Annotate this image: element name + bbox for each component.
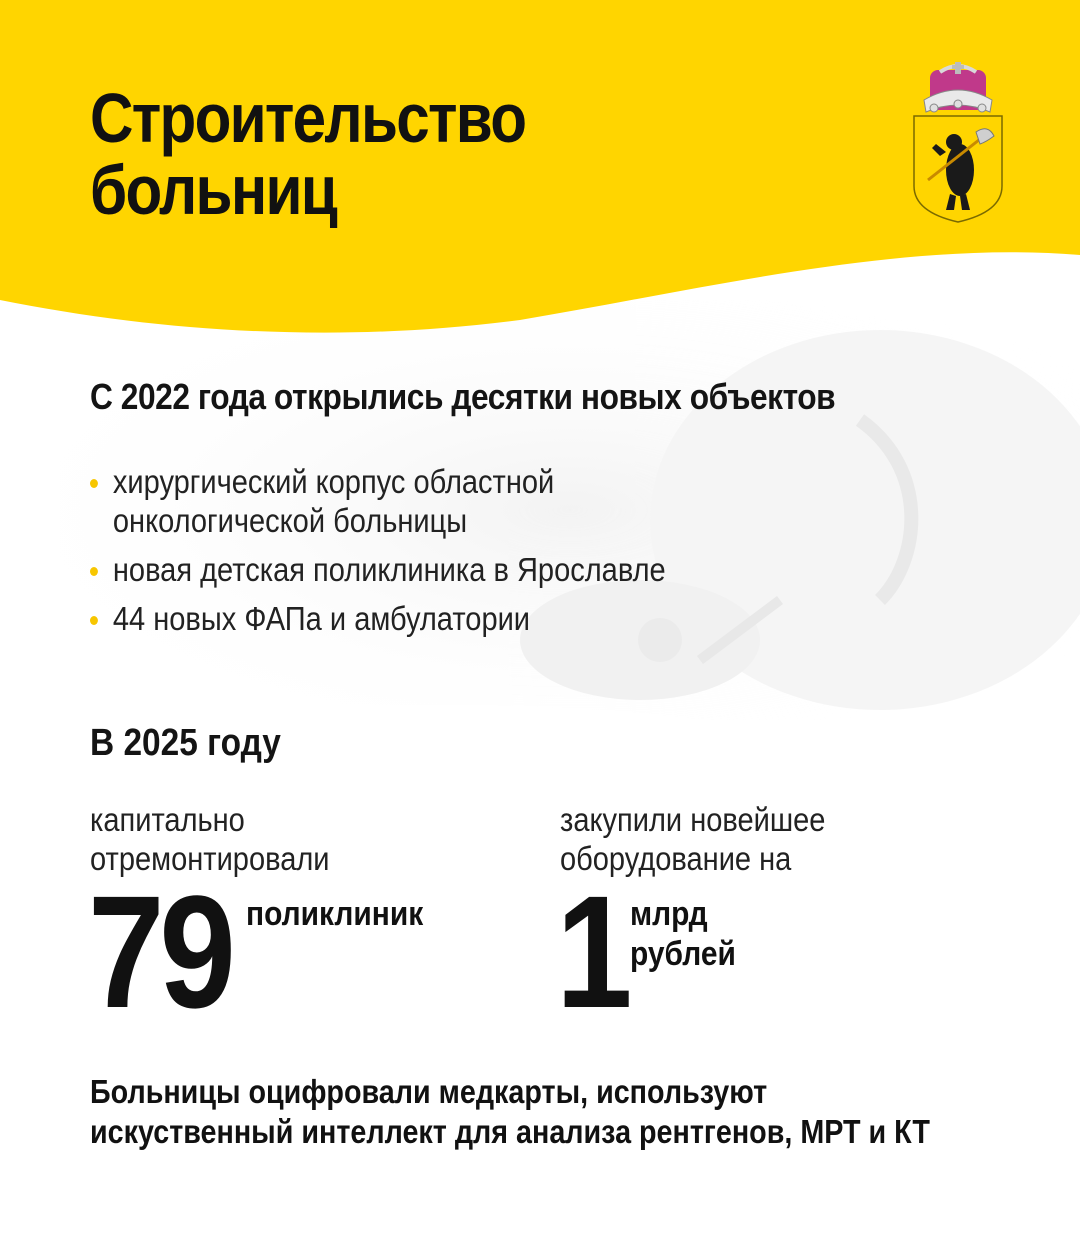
- stat-right-caption-line-1: закупили новейшее: [560, 801, 826, 838]
- stat-right-number: 1: [556, 862, 628, 1041]
- list-item: [90, 462, 666, 540]
- list-item-line: новая детская поликлиника в Ярославле: [112, 551, 666, 588]
- stat-left-unit: [246, 894, 423, 934]
- stat-right-unit-line-1: млрд: [630, 895, 708, 933]
- section-heading-2025: В 2025 году: [90, 722, 281, 764]
- facilities-list: [90, 462, 744, 648]
- crown-icon: [924, 62, 992, 112]
- stat-right-unit-line-2: рублей: [630, 935, 736, 973]
- footer-line-2: искуственный интеллект для анализа рентгенов, МРТ и КТ: [90, 1113, 930, 1150]
- list-item-line: 44 новых ФАПа и амбулатории: [112, 600, 531, 637]
- stat-right-caption-line-2: оборудование на: [560, 840, 792, 877]
- list-item: [90, 599, 666, 638]
- stat-left-number: 79: [88, 862, 231, 1041]
- page-title: [90, 79, 526, 229]
- section-heading-opened: С 2022 года открылись десятки новых объектов: [90, 376, 836, 417]
- bullet-dot: [90, 616, 98, 625]
- stat-right-unit: [630, 894, 736, 974]
- title-line-2: больниц: [90, 151, 337, 229]
- list-item-line: онкологической больницы: [112, 502, 468, 539]
- bullet-dot: [90, 567, 98, 576]
- stat-left-caption-line-2: отремонтировали: [90, 840, 330, 877]
- stat-left-caption-line-1: капитально: [90, 801, 245, 838]
- list-item: [90, 550, 666, 589]
- bullet-dot: [90, 479, 98, 488]
- footer-line-1: Больницы оцифровали медкарты, используют: [90, 1073, 768, 1110]
- stat-left-unit-line-1: поликлиник: [246, 895, 424, 933]
- list-item-line: хирургический корпус областной: [112, 463, 555, 500]
- yaroslavl-coat-of-arms-icon: [910, 62, 1006, 224]
- title-line-1: Строительство: [90, 79, 526, 157]
- footer-text: [90, 1072, 930, 1152]
